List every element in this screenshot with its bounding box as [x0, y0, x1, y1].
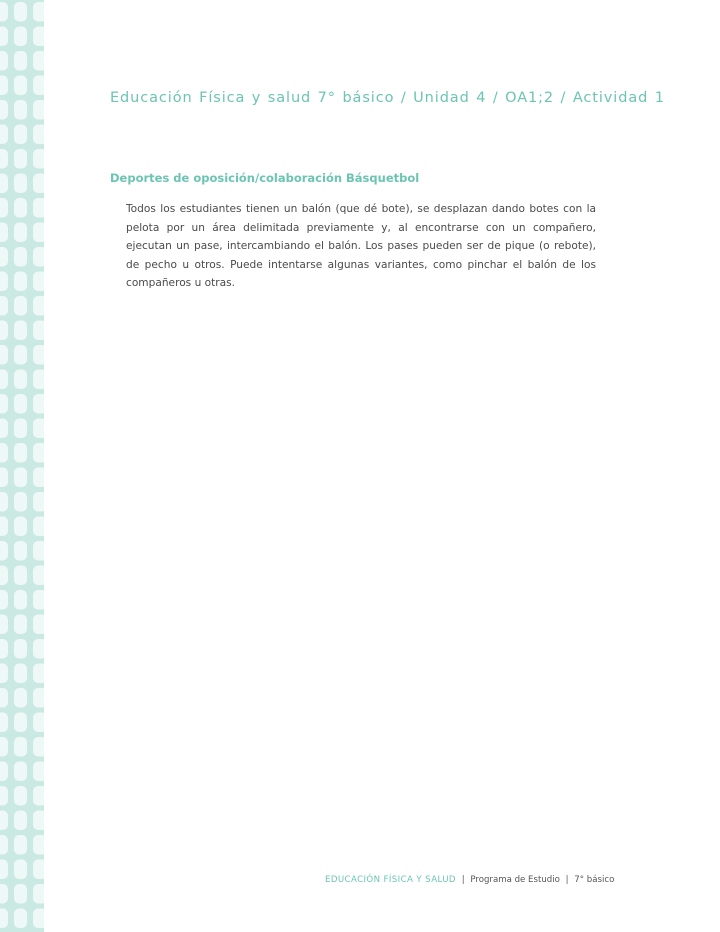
activity-description: Todos los estudiantes tienen un balón (que dé bote), se desplazan dando botes con la pelota por un área delimitada previamente y, al encontrarse con un compañero, ejecutan un pase, intercambiando el balón. Los pases pueden ser de pique (o rebote), de pecho u otros. Puede intentarse algunas variantes, como pinchar el balón de los compañeros u otras.	[126, 203, 596, 289]
strip-tile	[33, 860, 44, 880]
strip-tile	[14, 688, 27, 708]
strip-tile	[33, 419, 44, 439]
footer-grade: 7° básico	[574, 875, 615, 885]
strip-tile	[0, 737, 8, 757]
strip-tile	[0, 713, 8, 733]
strip-tile	[14, 713, 27, 733]
strip-tile	[33, 76, 44, 96]
strip-tile	[0, 272, 8, 292]
strip-tile	[33, 762, 44, 782]
strip-tile	[33, 517, 44, 537]
strip-tile	[14, 198, 27, 218]
strip-tile	[33, 664, 44, 684]
strip-tile	[33, 443, 44, 463]
strip-tile	[33, 541, 44, 561]
strip-tile	[14, 2, 27, 22]
strip-tile	[14, 541, 27, 561]
strip-tile	[14, 811, 27, 831]
strip-tile	[33, 296, 44, 316]
strip-tile	[0, 590, 8, 610]
strip-tile	[14, 272, 27, 292]
strip-tile	[0, 762, 8, 782]
strip-tile	[33, 786, 44, 806]
strip-tile	[33, 639, 44, 659]
strip-tile	[33, 125, 44, 145]
strip-tile	[14, 100, 27, 120]
strip-tile	[33, 27, 44, 47]
strip-tile	[33, 492, 44, 512]
page-footer	[325, 875, 614, 885]
strip-tile	[14, 51, 27, 71]
strip-tile	[33, 615, 44, 635]
strip-tile	[14, 492, 27, 512]
strip-tile	[0, 100, 8, 120]
footer-separator: |	[461, 875, 465, 885]
strip-tile	[0, 370, 8, 390]
strip-tile	[0, 688, 8, 708]
strip-tile	[0, 419, 8, 439]
strip-tile	[14, 786, 27, 806]
footer-subject: EDUCACIÓN FÍSICA Y SALUD	[325, 875, 456, 885]
strip-tile	[14, 149, 27, 169]
strip-tile	[0, 566, 8, 586]
strip-tile	[0, 615, 8, 635]
strip-tile	[33, 835, 44, 855]
strip-tile	[33, 713, 44, 733]
strip-tile	[0, 296, 8, 316]
strip-tile	[33, 51, 44, 71]
strip-tile	[33, 394, 44, 414]
strip-tile	[0, 468, 8, 488]
strip-tile	[14, 370, 27, 390]
strip-tile	[14, 615, 27, 635]
strip-tile	[33, 174, 44, 194]
strip-tile	[0, 394, 8, 414]
tile-pattern	[0, 0, 44, 932]
strip-tile	[0, 909, 8, 929]
strip-tile	[33, 590, 44, 610]
footer-program: Programa de Estudio	[470, 875, 560, 885]
strip-tile	[0, 51, 8, 71]
strip-tile	[14, 443, 27, 463]
strip-tile	[0, 786, 8, 806]
strip-tile	[14, 737, 27, 757]
strip-tile	[33, 811, 44, 831]
strip-tile	[0, 664, 8, 684]
strip-tile	[0, 541, 8, 561]
strip-tile	[14, 884, 27, 904]
strip-tile	[0, 884, 8, 904]
strip-tile	[14, 860, 27, 880]
strip-tile	[33, 198, 44, 218]
strip-tile	[14, 590, 27, 610]
strip-tile	[14, 835, 27, 855]
strip-tile	[33, 223, 44, 243]
strip-tile	[14, 664, 27, 684]
strip-tile	[14, 394, 27, 414]
strip-tile	[33, 688, 44, 708]
strip-tile	[14, 247, 27, 267]
strip-tile	[0, 2, 8, 22]
section-title: Deportes de oposición/colaboración Básquetbol	[110, 171, 420, 185]
strip-tile	[33, 468, 44, 488]
strip-tile	[14, 27, 27, 47]
strip-tile	[0, 76, 8, 96]
strip-tile	[0, 517, 8, 537]
strip-tile	[14, 639, 27, 659]
strip-tile	[33, 737, 44, 757]
strip-tile	[33, 149, 44, 169]
strip-tile	[33, 100, 44, 120]
strip-tile	[14, 762, 27, 782]
strip-tile	[0, 321, 8, 341]
strip-tile	[33, 909, 44, 929]
strip-tile	[33, 321, 44, 341]
strip-tile	[14, 517, 27, 537]
strip-tile	[0, 443, 8, 463]
strip-tile	[33, 2, 44, 22]
strip-tile	[14, 125, 27, 145]
strip-tile	[33, 884, 44, 904]
strip-tile	[33, 370, 44, 390]
strip-tile	[0, 639, 8, 659]
strip-tile	[33, 272, 44, 292]
document-header: Educación Física y salud 7° básico / Unidad 4 / OA1;2 / Actividad 1	[110, 90, 665, 106]
strip-tile	[14, 909, 27, 929]
strip-tile	[14, 223, 27, 243]
strip-tile	[14, 321, 27, 341]
strip-tile	[33, 566, 44, 586]
strip-tile	[0, 198, 8, 218]
strip-tile	[0, 860, 8, 880]
decorative-side-strip	[0, 0, 44, 932]
strip-tile	[14, 76, 27, 96]
strip-tile	[0, 223, 8, 243]
strip-tile	[0, 811, 8, 831]
strip-tile	[33, 247, 44, 267]
strip-tile	[0, 27, 8, 47]
strip-tile	[0, 174, 8, 194]
footer-separator: |	[565, 875, 569, 885]
strip-tile	[33, 345, 44, 365]
strip-tile	[14, 419, 27, 439]
strip-tile	[14, 468, 27, 488]
strip-tile	[14, 174, 27, 194]
strip-tile	[14, 296, 27, 316]
strip-tile	[0, 492, 8, 512]
strip-tile	[0, 125, 8, 145]
strip-tile	[0, 345, 8, 365]
strip-tile	[0, 835, 8, 855]
strip-tile	[0, 149, 8, 169]
strip-tile	[0, 247, 8, 267]
strip-tile	[14, 345, 27, 365]
strip-tile	[14, 566, 27, 586]
